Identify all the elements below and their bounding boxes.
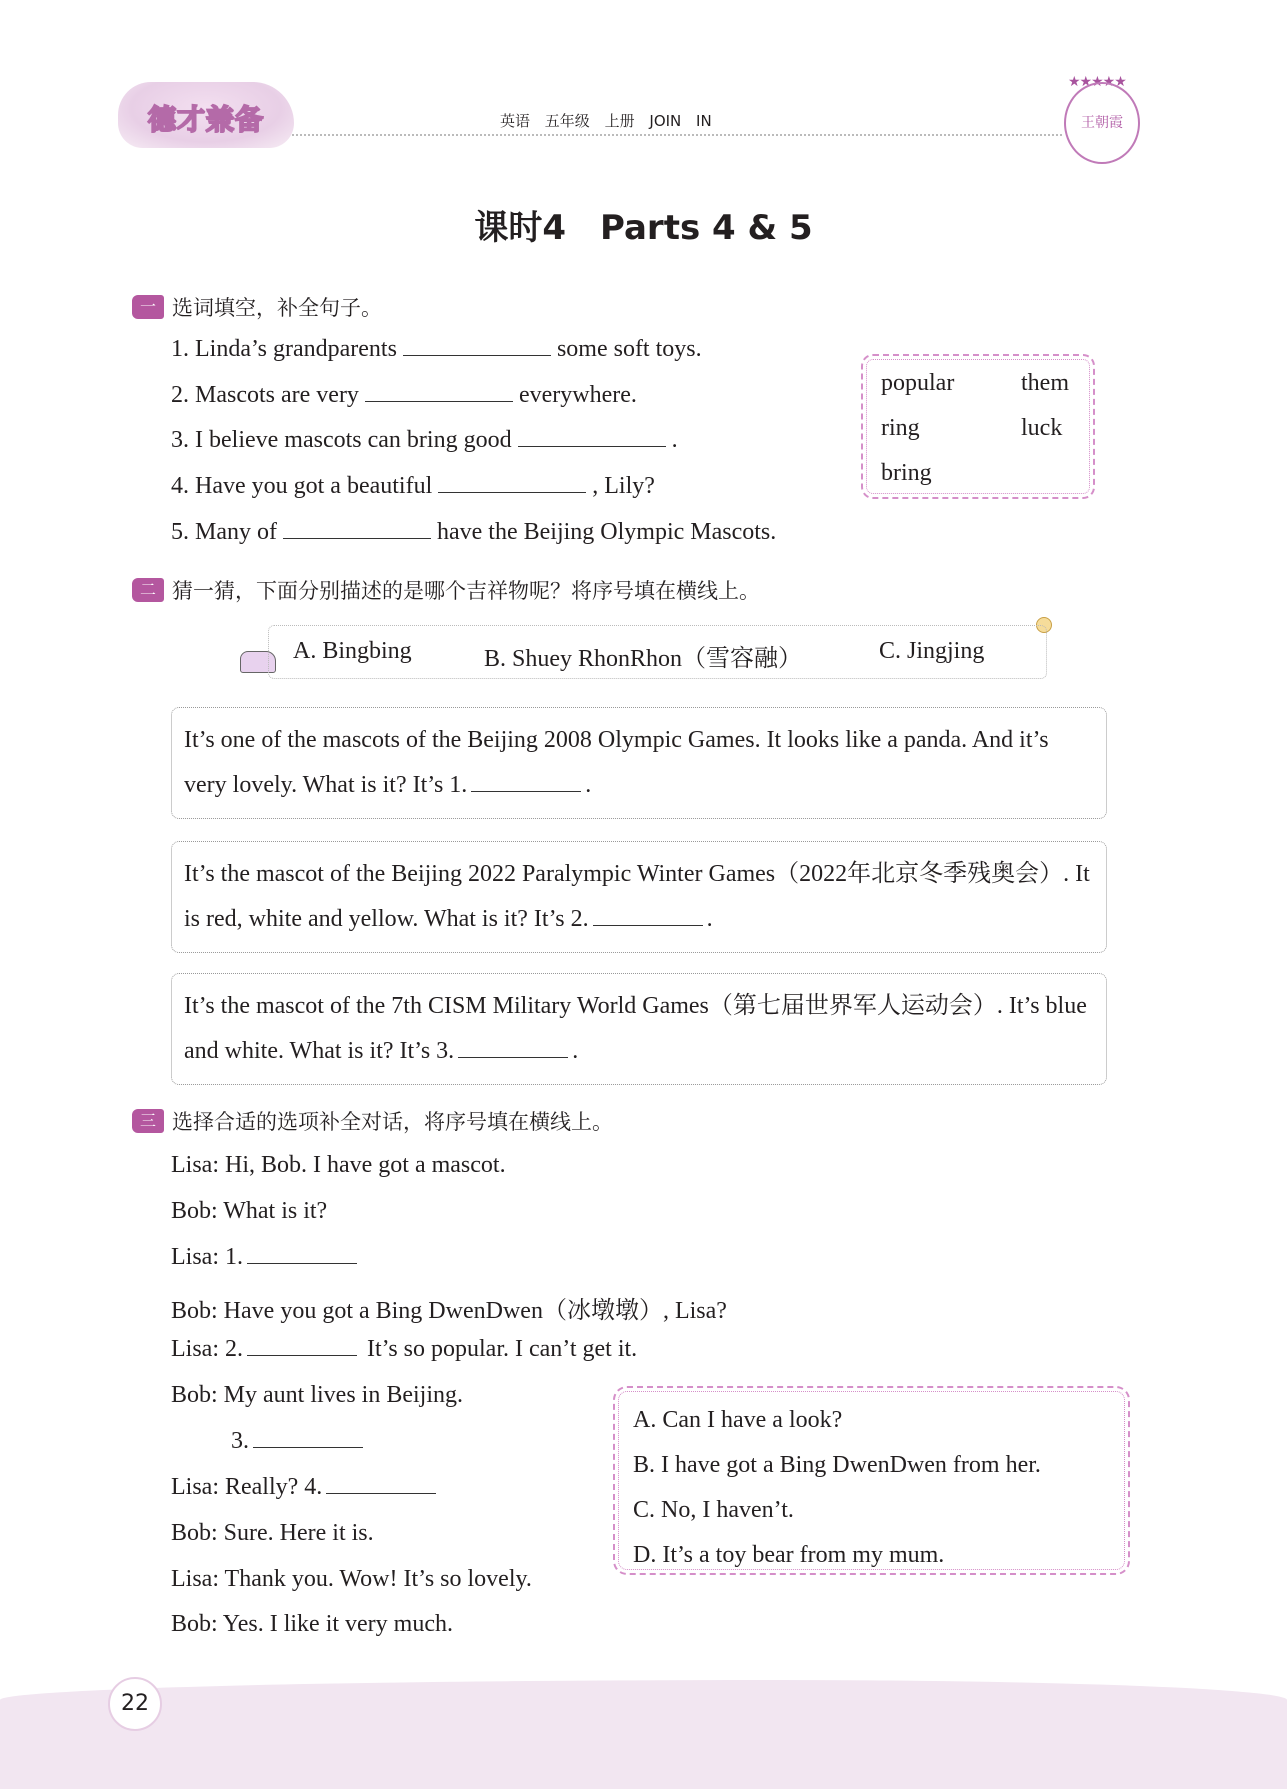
dialogue-line: Lisa: Thank you. Wow! It’s so lovely. [171,1566,532,1592]
answer-blank[interactable] [253,1428,363,1448]
dialogue-line: Lisa: Really? 4. [171,1474,440,1501]
dialogue-line: Bob: Have you got a Bing DwenDwen（冰墩墩）, Lisa? [171,1298,727,1324]
header-divider [292,134,1062,136]
answer-blank[interactable] [438,473,586,493]
passage-1: It’s one of the mascots of the Beijing 2008 Olympic Games. It looks like a panda. And it’s very lovely. What is it? It’s 1. . [171,707,1107,819]
dialogue-line: Lisa: 2. It’s so popular. I can’t get it. [171,1336,638,1362]
dialogue-line: Bob: Sure. Here it is. [171,1520,374,1546]
dialogue-line: Bob: Yes. I like it very much. [171,1611,453,1637]
passage-3: It’s the mascot of the 7th CISM Military World Games（第七届世界军人运动会）. It’s blue and white. What is it? It’s 3. . [171,973,1107,1085]
book-info: 英语 五年级 上册 JOIN IN [500,112,712,130]
answer-blank[interactable] [403,336,551,356]
question-5: 5. Many of have the Beijing Olympic Mascots. [171,519,777,545]
answer-blank[interactable] [593,906,703,926]
stars-icon: ★★★★★ [1068,75,1126,90]
dialogue-line: Bob: What is it? [171,1198,328,1224]
page-title: 课时4 Parts 4 & 5 [474,208,813,248]
answer-blank[interactable] [247,1336,357,1356]
page-number: 22 [108,1677,162,1731]
question-2: 2. Mascots are very everywhere. [171,382,637,408]
dialogue-line: Lisa: 1. [171,1244,361,1271]
dialogue-line: 3. [231,1428,367,1455]
answer-blank[interactable] [326,1474,436,1494]
section-2-heading: 二 猜一猜，下面分别描述的是哪个吉祥物呢？将序号填在横线上。 [132,575,760,605]
answer-blank[interactable] [471,772,581,792]
answer-blank[interactable] [458,1038,568,1058]
section-3-heading: 三 选择合适的选项补全对话，将序号填在横线上。 [132,1106,613,1136]
answer-blank[interactable] [518,427,666,447]
word-bank: popular them ring luck bring [861,354,1095,499]
section-1-heading: 一 选词填空，补全句子。 [132,292,382,322]
dialogue-options: A. Can I have a look? B. I have got a Bing DwenDwen from her. C. No, I haven’t. D. It’s a toy bear from my mum. [613,1386,1130,1575]
answer-blank[interactable] [365,382,513,402]
question-1: 1. Linda’s grandparents some soft toys. [171,336,702,362]
question-4: 4. Have you got a beautiful , Lily? [171,473,655,499]
question-3: 3. I believe mascots can bring good . [171,427,678,453]
footer-wave [0,1680,1287,1789]
answer-blank[interactable] [247,1244,357,1264]
publisher-stamp: 王朝霞 [1064,82,1140,164]
passage-2: It’s the mascot of the Beijing 2022 Paralympic Winter Games（2022年北京冬季残奥会）. It is red, white and yellow. What is it? It’s 2. . [171,841,1107,953]
dialogue-line: Lisa: Hi, Bob. I have got a mascot. [171,1152,506,1178]
brand-logo: 德才兼备 [118,82,294,148]
answer-blank[interactable] [283,519,431,539]
mascot-options: A. Bingbing B. Shuey RhonRhon（雪容融） C. Jingjing [268,625,1047,679]
dialogue-line: Bob: My aunt lives in Beijing. [171,1382,463,1408]
